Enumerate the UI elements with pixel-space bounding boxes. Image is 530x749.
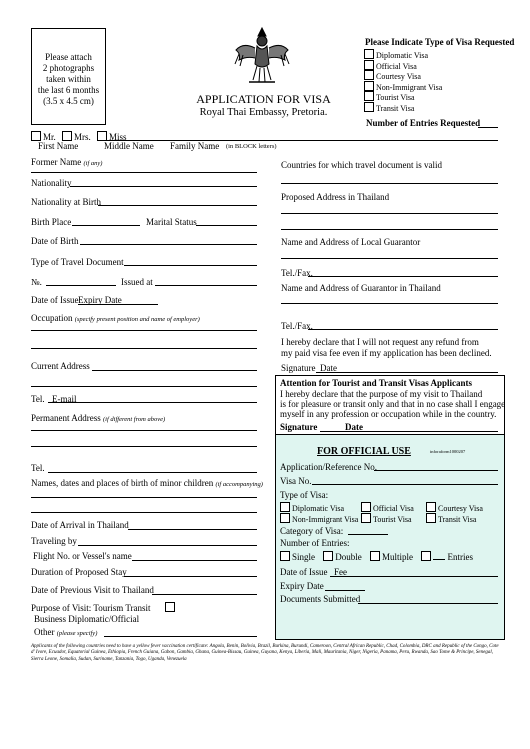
purpose-tourism-label: Tourism bbox=[93, 603, 124, 613]
travel-document-field[interactable] bbox=[124, 265, 257, 266]
photo-line: (3.5 x 4.5 cm) bbox=[43, 96, 94, 106]
photo-line: the last 6 months bbox=[37, 85, 100, 95]
traveling-by-label: Traveling by bbox=[31, 536, 77, 546]
official-date-issue-field[interactable] bbox=[330, 576, 498, 577]
signature-label: Signature bbox=[281, 363, 316, 373]
visa-option-label: Non-Immigrant Visa bbox=[376, 82, 443, 92]
number-of-entries-label: Number of Entries: bbox=[280, 538, 350, 548]
guarantor-thailand-label: Name and Address of Guarantor in Thailand bbox=[281, 283, 441, 293]
checkbox[interactable] bbox=[364, 81, 374, 91]
purpose-diplomatic-label: Diplomatic/Official bbox=[68, 614, 140, 624]
permanent-address-note: (if different from above) bbox=[103, 416, 166, 423]
checkbox[interactable] bbox=[364, 60, 374, 70]
children-field-2[interactable] bbox=[31, 512, 257, 513]
attention-date-label: Date bbox=[345, 422, 363, 432]
previous-visit-field[interactable] bbox=[152, 594, 257, 595]
email-label: E-mail bbox=[52, 394, 77, 404]
telfax2-field[interactable] bbox=[308, 329, 498, 330]
arrival-date-field[interactable] bbox=[128, 529, 257, 530]
tel-label: Tel. bbox=[31, 394, 45, 404]
permanent-address-field[interactable] bbox=[31, 430, 257, 431]
checkbox-mr[interactable] bbox=[31, 131, 41, 141]
visa-option-label: Transit Visa bbox=[376, 103, 415, 113]
birth-place-field[interactable] bbox=[72, 225, 140, 226]
checkbox[interactable] bbox=[361, 502, 371, 512]
checkbox[interactable] bbox=[426, 513, 436, 523]
checkbox[interactable] bbox=[364, 70, 374, 80]
visa-option-label: Tourist Visa bbox=[376, 93, 415, 102]
checkbox-transit[interactable] bbox=[165, 602, 175, 612]
permanent-address-label bbox=[31, 413, 165, 425]
name-field[interactable] bbox=[98, 140, 498, 141]
birth-place-label: Birth Place bbox=[31, 217, 72, 227]
local-guarantor-field[interactable] bbox=[281, 258, 498, 259]
telfax-label: Tel./Fax. bbox=[281, 268, 313, 278]
occupation-note: (specify present position and name of employer) bbox=[74, 316, 200, 323]
flight-field[interactable] bbox=[132, 560, 257, 561]
checkbox-entries[interactable] bbox=[421, 551, 431, 561]
telfax-field[interactable] bbox=[308, 276, 498, 277]
multiple-label: Multiple bbox=[382, 552, 414, 562]
occupation-field[interactable] bbox=[31, 330, 257, 331]
tel2-label: Tel. bbox=[31, 463, 45, 473]
family-name-label: Family Name bbox=[170, 141, 220, 151]
expiry-date-label: Expiry Date bbox=[78, 295, 122, 305]
attention-line-2: is for pleasure or transit only and that in no case shall I engage bbox=[280, 399, 506, 409]
document-number-field[interactable] bbox=[46, 285, 116, 286]
checkbox-mrs[interactable] bbox=[62, 131, 72, 141]
purpose-business-label: Business bbox=[34, 614, 67, 624]
entries-word-label: Entries bbox=[447, 552, 474, 562]
visa-option-label: Official Visa bbox=[376, 61, 417, 71]
attention-line-1: I hereby declare that the purpose of my visit to Thailand bbox=[280, 389, 483, 399]
double-label: Double bbox=[335, 552, 362, 562]
official-expiry-field[interactable] bbox=[325, 590, 365, 591]
official-tourist-label: Tourist Visa bbox=[373, 515, 412, 524]
checkbox[interactable] bbox=[364, 102, 374, 112]
nationality-label: Nationality bbox=[31, 178, 72, 188]
mrs-label: Mrs. bbox=[74, 132, 91, 142]
children-text: Names, dates and places of birth of minor children bbox=[31, 478, 214, 488]
official-nonimmigrant[interactable] bbox=[280, 513, 358, 525]
visa-option-tourist[interactable] bbox=[364, 91, 442, 102]
entries-options bbox=[280, 551, 502, 563]
visa-option-courtesy[interactable] bbox=[364, 70, 442, 81]
occupation-field-2[interactable] bbox=[31, 348, 257, 349]
purpose-label: Purpose of Visit: bbox=[31, 603, 92, 613]
former-name-label bbox=[31, 157, 102, 169]
official-official-label: Official Visa bbox=[373, 504, 414, 513]
checkbox[interactable] bbox=[280, 513, 290, 523]
visa-type-options bbox=[364, 49, 442, 112]
countries-valid-label: Countries for which travel document is valid bbox=[281, 160, 442, 170]
checkbox-multiple[interactable] bbox=[370, 551, 380, 561]
visa-no-label: Visa No. bbox=[280, 476, 312, 486]
nationality-at-birth-field[interactable] bbox=[98, 205, 257, 206]
official-expiry-label: Expiry Date bbox=[280, 581, 324, 591]
nationality-field[interactable] bbox=[70, 186, 257, 187]
date-of-issue-label: Date of Issue bbox=[31, 295, 79, 305]
telfax2-label: Tel./Fax. bbox=[281, 321, 313, 331]
permanent-address-field-2[interactable] bbox=[31, 446, 257, 447]
purpose-other-field[interactable] bbox=[104, 636, 257, 637]
current-address-label: Current Address bbox=[31, 361, 90, 371]
purpose-other-label: Other bbox=[34, 627, 55, 637]
flight-label: Flight No. or Vessel's name bbox=[33, 551, 132, 561]
previous-visit-label: Date of Previous Visit to Thailand bbox=[31, 585, 154, 595]
middle-name-label: Middle Name bbox=[104, 141, 154, 151]
purpose-row bbox=[31, 602, 177, 614]
issued-at-field[interactable] bbox=[155, 285, 257, 286]
checkbox[interactable] bbox=[426, 502, 436, 512]
first-name-label: First Name bbox=[38, 141, 79, 151]
proposed-address-field-2[interactable] bbox=[281, 229, 498, 230]
checkbox[interactable] bbox=[364, 49, 374, 59]
permanent-address-text: Permanent Address bbox=[31, 413, 101, 423]
declaration-line-1: I hereby declare that I will not request any refund from bbox=[281, 337, 479, 347]
photo-line: taken within bbox=[46, 74, 91, 84]
block-letters-note: (in BLOCK letters) bbox=[226, 143, 277, 150]
miss-label: Miss bbox=[109, 132, 127, 142]
official-transit[interactable] bbox=[426, 513, 476, 525]
form-title: APPLICATION FOR VISA bbox=[196, 92, 331, 106]
former-name-field[interactable] bbox=[31, 172, 257, 173]
children-note: (if accompanying) bbox=[215, 481, 263, 488]
category-label: Category of Visa: bbox=[280, 526, 344, 536]
reference-no-field[interactable] bbox=[374, 470, 498, 471]
purpose-transit-label: Transit bbox=[125, 603, 151, 613]
signature-field[interactable] bbox=[316, 372, 498, 373]
nationality-at-birth-label: Nationality at Birth bbox=[31, 197, 101, 207]
entries-requested-field[interactable] bbox=[478, 127, 498, 128]
travel-document-label: Type of Travel Document bbox=[31, 257, 124, 267]
former-name-text: Former Name bbox=[31, 157, 82, 167]
issued-at-label: Issued at bbox=[121, 277, 153, 287]
official-form-code: inforaform1000207 bbox=[430, 449, 466, 454]
tel2-field[interactable] bbox=[48, 472, 257, 473]
attention-heading: Attention for Tourist and Transit Visas Applicants bbox=[280, 378, 473, 388]
duration-field[interactable] bbox=[124, 576, 257, 577]
visa-option-transit[interactable] bbox=[364, 102, 442, 113]
occupation-label bbox=[31, 313, 200, 325]
document-number-label: №. bbox=[31, 277, 42, 287]
single-label: Single bbox=[292, 552, 316, 562]
countries-valid-field[interactable] bbox=[281, 183, 498, 184]
mr-label: Mr. bbox=[43, 132, 56, 142]
arrival-date-label: Date of Arrival in Thailand bbox=[31, 520, 129, 530]
children-field[interactable] bbox=[31, 497, 257, 498]
local-guarantor-label: Name and Address of Local Guarantor bbox=[281, 237, 421, 247]
visa-option-official[interactable] bbox=[364, 60, 442, 71]
official-date-issue-label: Date of Issue bbox=[280, 567, 328, 577]
visa-no-field[interactable] bbox=[312, 484, 498, 485]
photo-line: Please attach bbox=[45, 52, 92, 62]
category-field[interactable] bbox=[348, 534, 388, 535]
marital-status-label: Marital Status bbox=[146, 217, 197, 227]
traveling-by-field[interactable] bbox=[78, 545, 257, 546]
current-address-field[interactable] bbox=[92, 370, 257, 371]
duration-label: Duration of Proposed Stay bbox=[31, 567, 127, 577]
current-address-field-2[interactable] bbox=[31, 386, 257, 387]
documents-field[interactable] bbox=[358, 603, 498, 604]
official-courtesy-label: Courtesy Visa bbox=[438, 504, 483, 513]
official-diplomatic-label: Diplomatic Visa bbox=[292, 504, 345, 513]
signature-date-label: Date bbox=[320, 363, 337, 373]
proposed-address-field[interactable] bbox=[281, 213, 498, 214]
if-any-note: (if any) bbox=[83, 160, 103, 167]
photo-instructions bbox=[31, 52, 106, 107]
date-of-birth-field[interactable] bbox=[80, 244, 257, 245]
business-row bbox=[34, 614, 139, 625]
official-transit-label: Transit Visa bbox=[438, 515, 477, 524]
visa-option-label: Courtesy Visa bbox=[376, 72, 421, 81]
visa-option-diplomatic[interactable] bbox=[364, 49, 442, 60]
proposed-address-label: Proposed Address in Thailand bbox=[281, 192, 390, 202]
form-subtitle: Royal Thai Embassy, Pretoria. bbox=[199, 107, 328, 118]
visa-option-label: Diplomatic Visa bbox=[376, 51, 429, 60]
attention-line-3: myself in any profession or occupation while in the country. bbox=[280, 409, 497, 419]
entries-requested-label: Number of Entries Requested bbox=[366, 118, 481, 128]
official-use-heading: FOR OFFICIAL USE bbox=[317, 446, 411, 457]
visa-option-nonimmigrant[interactable] bbox=[364, 81, 442, 92]
children-label bbox=[31, 478, 263, 490]
type-of-visa-label: Type of Visa: bbox=[280, 490, 329, 500]
photo-line: 2 photographs bbox=[42, 63, 95, 73]
declaration-line-2: my paid visa fee even if my application has been declined. bbox=[281, 348, 492, 358]
tel-email-field[interactable] bbox=[48, 402, 257, 403]
reference-no-label: Application/Reference No. bbox=[280, 462, 377, 472]
marital-status-field[interactable] bbox=[196, 225, 257, 226]
official-nonimmigrant-label: Non-Immigrant Visa bbox=[292, 515, 359, 524]
checkbox[interactable] bbox=[364, 91, 374, 101]
checkbox-double[interactable] bbox=[323, 551, 333, 561]
visa-type-heading: Please Indicate Type of Visa Requested bbox=[365, 37, 515, 47]
checkbox[interactable] bbox=[280, 502, 290, 512]
date-of-birth-label: Date of Birth bbox=[31, 236, 79, 246]
occupation-text: Occupation bbox=[31, 313, 73, 323]
checkbox[interactable] bbox=[361, 513, 371, 523]
official-visa-types bbox=[280, 502, 502, 524]
garuda-emblem-icon bbox=[233, 24, 291, 86]
other-row bbox=[34, 627, 97, 639]
checkbox-single[interactable] bbox=[280, 551, 290, 561]
guarantor-thailand-field[interactable] bbox=[281, 303, 498, 304]
purpose-other-note: (please specify) bbox=[56, 630, 98, 637]
documents-submitted-label: Documents Submitted bbox=[280, 594, 361, 604]
attention-signature-label: Signature bbox=[280, 422, 318, 432]
footnote: Applicants of the following countries need to have a yellow fever vaccination certificate: Angola, Benin, Bolivia, Brazil, Burkina, Burundi, Cameroon, Central African Republic, Chad, Colombia, DRC and Republic of the Congo, Cote d' Ivore, Ecuador, Equatorial Guinea, Ethiopia, French Guiana, Gabon, Gambia, Ghana, Guinea-Bissau, Guinea, Guyana, Kenya, Liberia, Mali, Mauritania, Niger, Nigeria, Panama, Peru, Rwanda, Sao Tome & Principe, Senegal, Sierra Leone, Somalia, Sudan, Suriname, Tanzania, Togo, Uganda, Venezuela bbox=[31, 644, 499, 662]
attention-signature-field[interactable] bbox=[320, 431, 498, 432]
official-tourist[interactable] bbox=[361, 513, 412, 525]
official-fee-label: Fee bbox=[334, 567, 347, 577]
